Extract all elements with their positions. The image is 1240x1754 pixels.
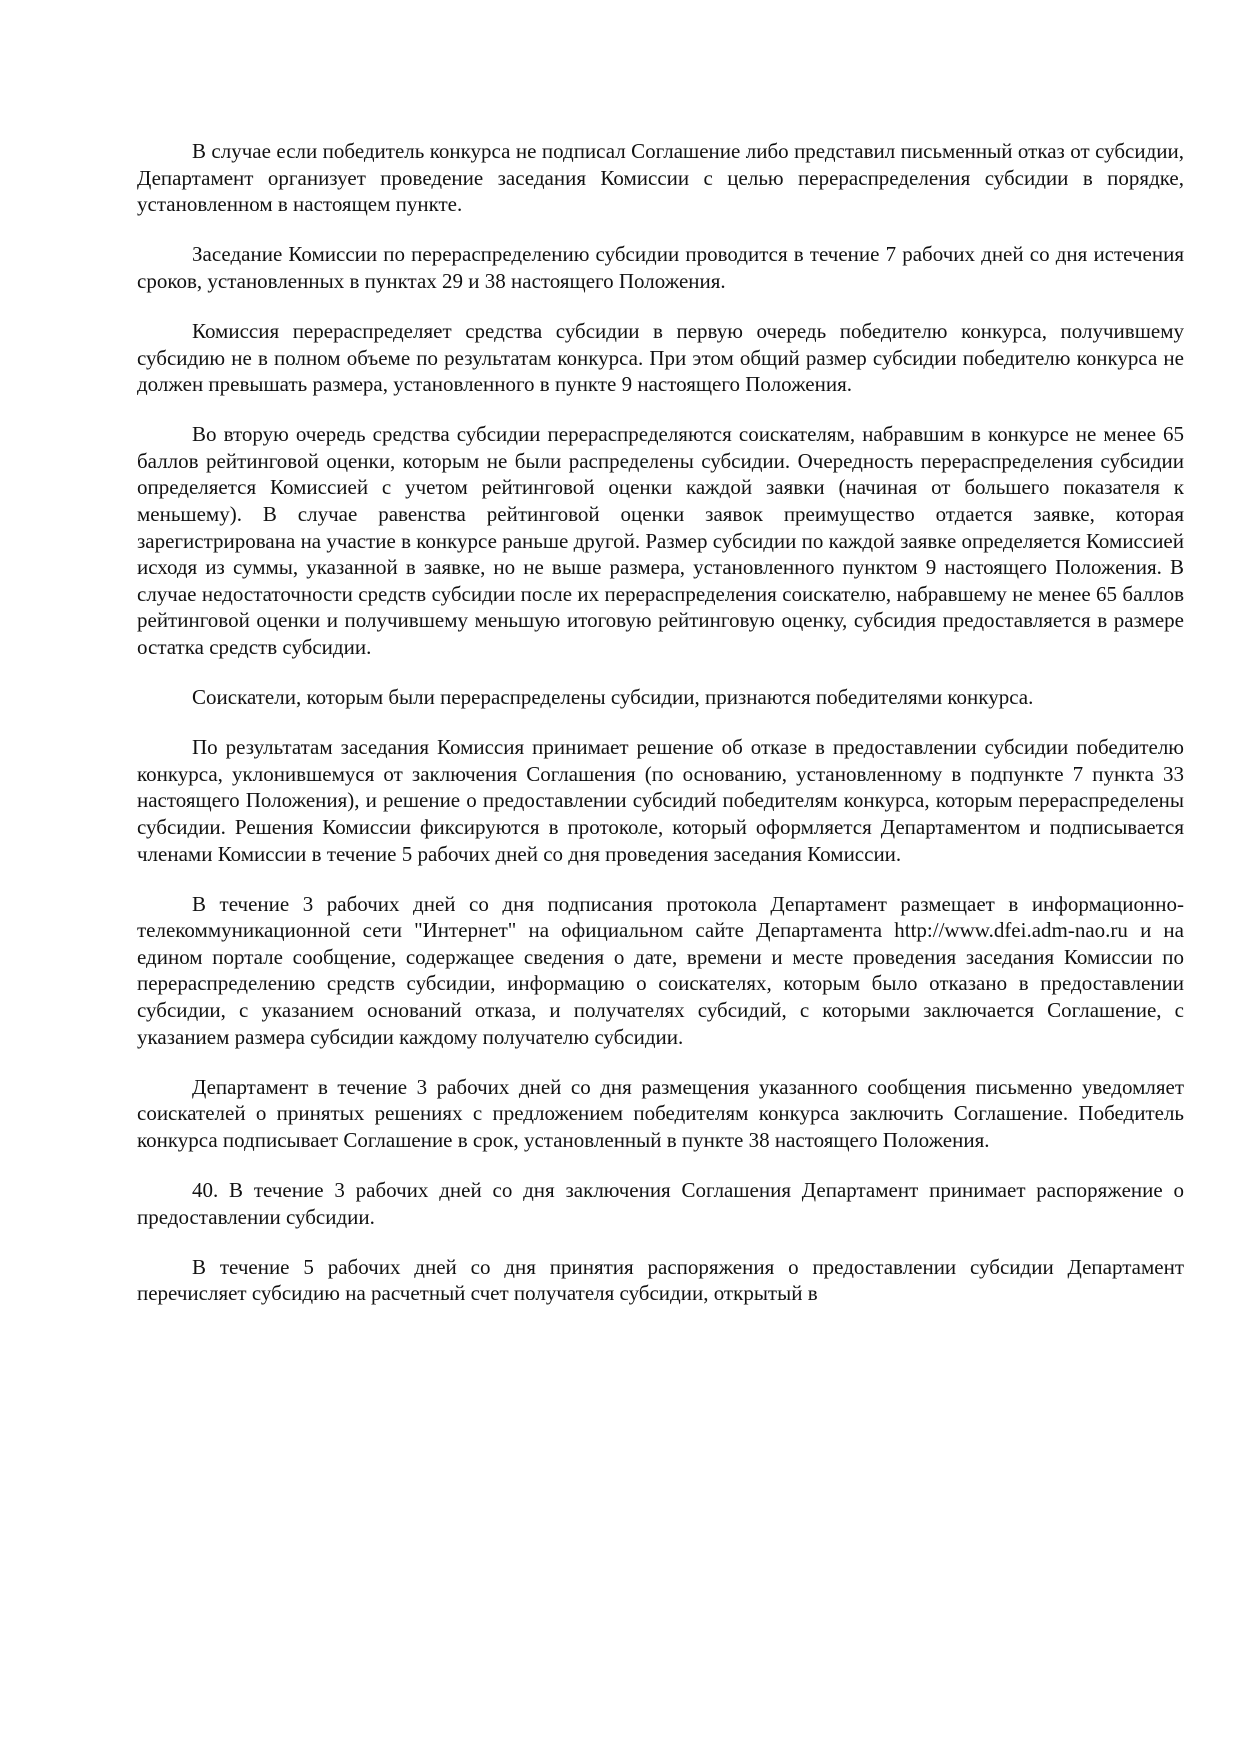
paragraph: Соискатели, которым были перераспределены субсидии, признаются победителями конкурса. (192, 685, 1034, 710)
paragraph: Во вторую очередь средства субсидии перераспределяются соискателям, набравшим в конкурсе не менее 65 баллов рейтинговой оценки, которым не были распределены субсидии. Очередность перераспределения субсидии определяется Комиссией с учетом рейтинговой оценки каждой заявки (начиная от большего показателя к меньшему). В случае равенства рейтинговой оценки заявок преимущество отдается заявке, которая зарегистрирована на участие в конкурсе раньше другой. Размер субсидии по каждой заявке определяется Комиссией исходя из суммы, указанной в заявке, но не выше размера, установленного пунктом 9 настоящего Положения. В случае недостаточности средств субсидии после их перераспределения соискателю, набравшему не менее 65 баллов рейтинговой оценки и получившему меньшую итоговую рейтинговую оценку, субсидия предоставляется в размере остатка средств субсидии. (137, 422, 1184, 659)
paragraph: Департамент в течение 3 рабочих дней со дня размещения указанного сообщения письменно уведомляет соискателей о принятых решениях с предложением победителям конкурса заключить Соглашение. Победитель конкурса подписывает Соглашение в срок, установленный в пункте 38 настоящего Положения. (137, 1074, 1184, 1152)
paragraph: В течение 3 рабочих дней со дня подписания протокола Департамент размещает в информационно-телекоммуникационной сети "Интернет" на официальном сайте Департамента http://www.dfei.adm-nao.ru и на едином портале сообщение, содержащее сведения о дате, времени и месте проведения заседания Комиссии по перераспределению средств субсидии, информацию о соискателях, которым было отказано в предоставлении субсидии, с указанием оснований отказа, и получателях субсидий, с которыми заключается Соглашение, с указанием размера субсидии каждому получателю субсидии. (137, 891, 1184, 1049)
paragraph: Комиссия перераспределяет средства субсидии в первую очередь победителю конкурса, получившему субсидию не в полном объеме по результатам конкурса. При этом общий размер субсидии победителю конкурса не должен превышать размера, установленного в пункте 9 настоящего Положения. (137, 318, 1184, 397)
paragraph: По результатам заседания Комиссия принимает решение об отказе в предоставлении субсидии победителю конкурса, уклонившемуся от заключения Соглашения (по основанию, установленному в подпункте 7 пункта 33 настоящего Положения), и решение о предоставлении субсидий победителям конкурса, которым перераспределены субсидии. Решения Комиссии фиксируются в протоколе, который оформляется Департаментом и подписывается членами Комиссии в течение 5 рабочих дней со дня проведения заседания Комиссии. (137, 735, 1184, 866)
document-page (137, 138, 1184, 1330)
paragraph: Заседание Комиссии по перераспределению субсидии проводится в течение 7 рабочих дней со дня истечения сроков, установленных в пунктах 29 и 38 настоящего Положения. (137, 242, 1184, 293)
paragraph-item-40: 40. В течение 3 рабочих дней со дня заключения Соглашения Департамент принимает распоряжение о предоставлении субсидии. (137, 1178, 1184, 1229)
paragraph: В случае если победитель конкурса не подписал Соглашение либо представил письменный отказ от субсидии, Департамент организует проведение заседания Комиссии с целью перераспределения субсидии в порядке, установленном в настоящем пункте. (137, 139, 1184, 217)
paragraph: В течение 5 рабочих дней со дня принятия распоряжения о предоставлении субсидии Департамент перечисляет субсидию на расчетный счет получателя субсидии, открытый в (137, 1254, 1184, 1306)
